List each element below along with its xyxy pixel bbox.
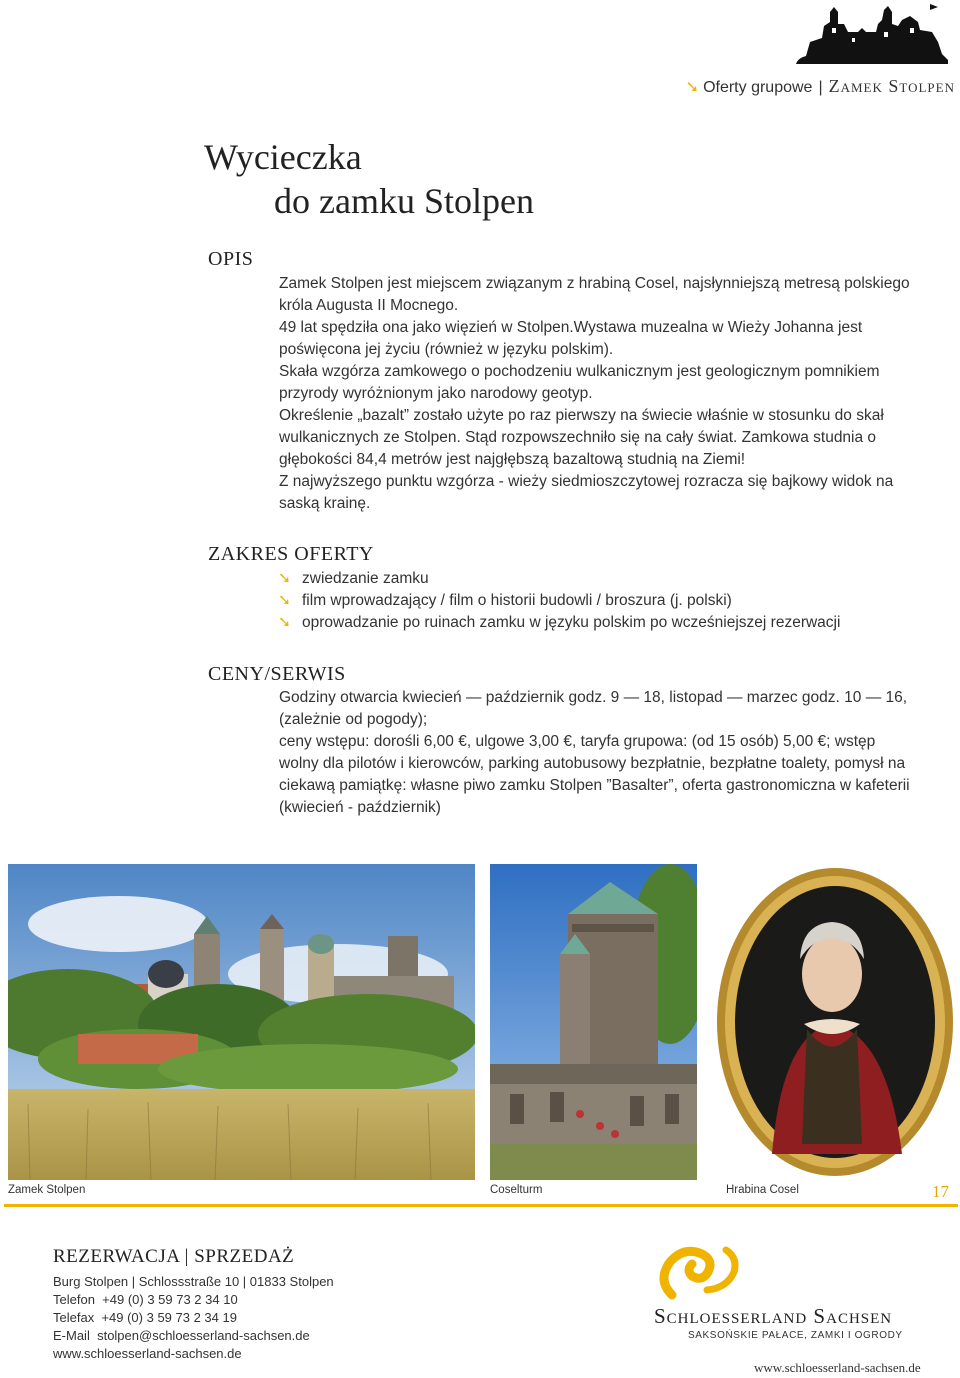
- footer-contact: [53, 1273, 334, 1363]
- arrow-down-right-icon: ➘: [278, 592, 291, 609]
- logo-subtitle: SAKSOŃSKIE PAŁACE, ZAMKI I OGRODY: [688, 1330, 903, 1341]
- ceny-text: [279, 687, 919, 819]
- email-label: E-Mail: [53, 1328, 90, 1343]
- footer-fax: [53, 1309, 334, 1327]
- zakres-list: [278, 568, 918, 634]
- photo-hrabina-cosel: [712, 864, 958, 1180]
- swirl-emblem-icon: [652, 1240, 742, 1310]
- page-title-line2: do zamku Stolpen: [274, 181, 534, 221]
- list-item: [278, 568, 918, 590]
- ceny-heading: CENY/SERWIS: [208, 663, 346, 685]
- opis-paragraph: Z najwyższego punktu wzgórza - wieży siedmioszczytowej rozracza się bajkowy widok na saską krainę.: [279, 473, 894, 512]
- gold-divider: [4, 1204, 958, 1207]
- caption-zamek-stolpen: Zamek Stolpen: [8, 1184, 86, 1196]
- caption-hrabina-cosel: Hrabina Cosel: [726, 1184, 799, 1196]
- caption-coselturm: Coselturm: [490, 1184, 543, 1196]
- logo-title: Schloesserland Sachsen: [654, 1304, 893, 1328]
- opis-paragraph: Zamek Stolpen jest miejscem związanym z hrabiną Cosel, najsłynniejszą metresą polskiego króla Augusta II Mocnego.: [279, 275, 910, 314]
- list-item-text: oprowadzanie po ruinach zamku w języku polskim po wcześniejszej rezerwacji: [302, 614, 841, 631]
- castle-logo: [792, 2, 952, 68]
- fax-number: +49 (0) 3 59 73 2 34 19: [101, 1310, 237, 1325]
- arrow-down-right-icon: ➘: [685, 79, 700, 96]
- email-link[interactable]: stolpen@schloesserland-sachsen.de: [97, 1328, 310, 1343]
- list-item-text: film wprowadzający / film o historii budowli / broszura (j. polski): [302, 592, 732, 609]
- brand-name: Zamek Stolpen: [828, 76, 955, 96]
- arrow-down-right-icon: ➘: [278, 570, 291, 587]
- arrow-down-right-icon: ➘: [278, 614, 291, 631]
- opis-paragraph: 49 lat spędziła ona jako więzień w Stolpen.Wystawa muzealna w Wieży Johanna jest poświęcona jej życiu (również w języku polskim).: [279, 319, 863, 358]
- footer-address: Burg Stolpen | Schlossstraße 10 | 01833 Stolpen: [53, 1274, 334, 1289]
- zakres-heading: ZAKRES OFERTY: [208, 543, 374, 565]
- fax-label: Telefax: [53, 1310, 95, 1325]
- photo-coselturm: [490, 864, 697, 1180]
- footer-website[interactable]: www.schloesserland-sachsen.de: [53, 1346, 242, 1361]
- footer-phone: [53, 1291, 334, 1309]
- opis-paragraph: Skała wzgórza zamkowego o pochodzeniu wulkanicznym jest geologicznym pomnikiem przyrody wyróżnionym jako narodowy geotyp.: [279, 363, 880, 402]
- page-number: 17: [932, 1182, 949, 1201]
- opis-heading: OPIS: [208, 248, 254, 270]
- photo-zamek-stolpen: [8, 864, 475, 1180]
- phone-number: +49 (0) 3 59 73 2 34 10: [102, 1292, 238, 1307]
- page-title-line1: Wycieczka: [204, 137, 362, 177]
- list-item-text: zwiedzanie zamku: [302, 570, 429, 587]
- section-label: Oferty grupowe: [703, 79, 813, 96]
- ceny-paragraph: ceny wstępu: dorośli 6,00 €, ulgowe 3,00 €, taryfa grupowa: (od 15 osób) 5,00 €; wstęp wolny dla pilotów i kierowców, parking autobusowy bezpłatnie, bezpłatne toalety, pomysł na ciekawą pamiątkę: własne piwo zamku Stolpen ”Basalter”, oferta gastronomiczna w kafeterii (kwiecień - październik): [279, 733, 910, 816]
- list-item: [278, 612, 918, 634]
- schloesserland-logo: [652, 1240, 922, 1340]
- opis-text: [279, 273, 919, 515]
- opis-paragraph: Określenie „bazalt” zostało użyte po raz pierwszy na świecie właśnie w stosunku do skał wulkanicznych ze Stolpen. Stąd rozpowszechniło się na cały świat. Zamkowa studnia o głębokości 84,4 metrów jest najgłębszą bazaltową studnią na Ziemi!: [279, 407, 884, 468]
- list-item: [278, 590, 918, 612]
- phone-label: Telefon: [53, 1292, 95, 1307]
- separator: |: [818, 79, 823, 96]
- footer-heading: REZERWACJA | SPRZEDAŻ: [53, 1246, 295, 1267]
- logo-website[interactable]: www.schloesserland-sachsen.de: [754, 1360, 921, 1375]
- header-section-label: [686, 76, 955, 97]
- ceny-paragraph: Godziny otwarcia kwiecień — październik godz. 9 — 18, listopad — marzec godz. 10 — 16, (zależnie od pogody);: [279, 689, 908, 728]
- footer-email: [53, 1327, 334, 1345]
